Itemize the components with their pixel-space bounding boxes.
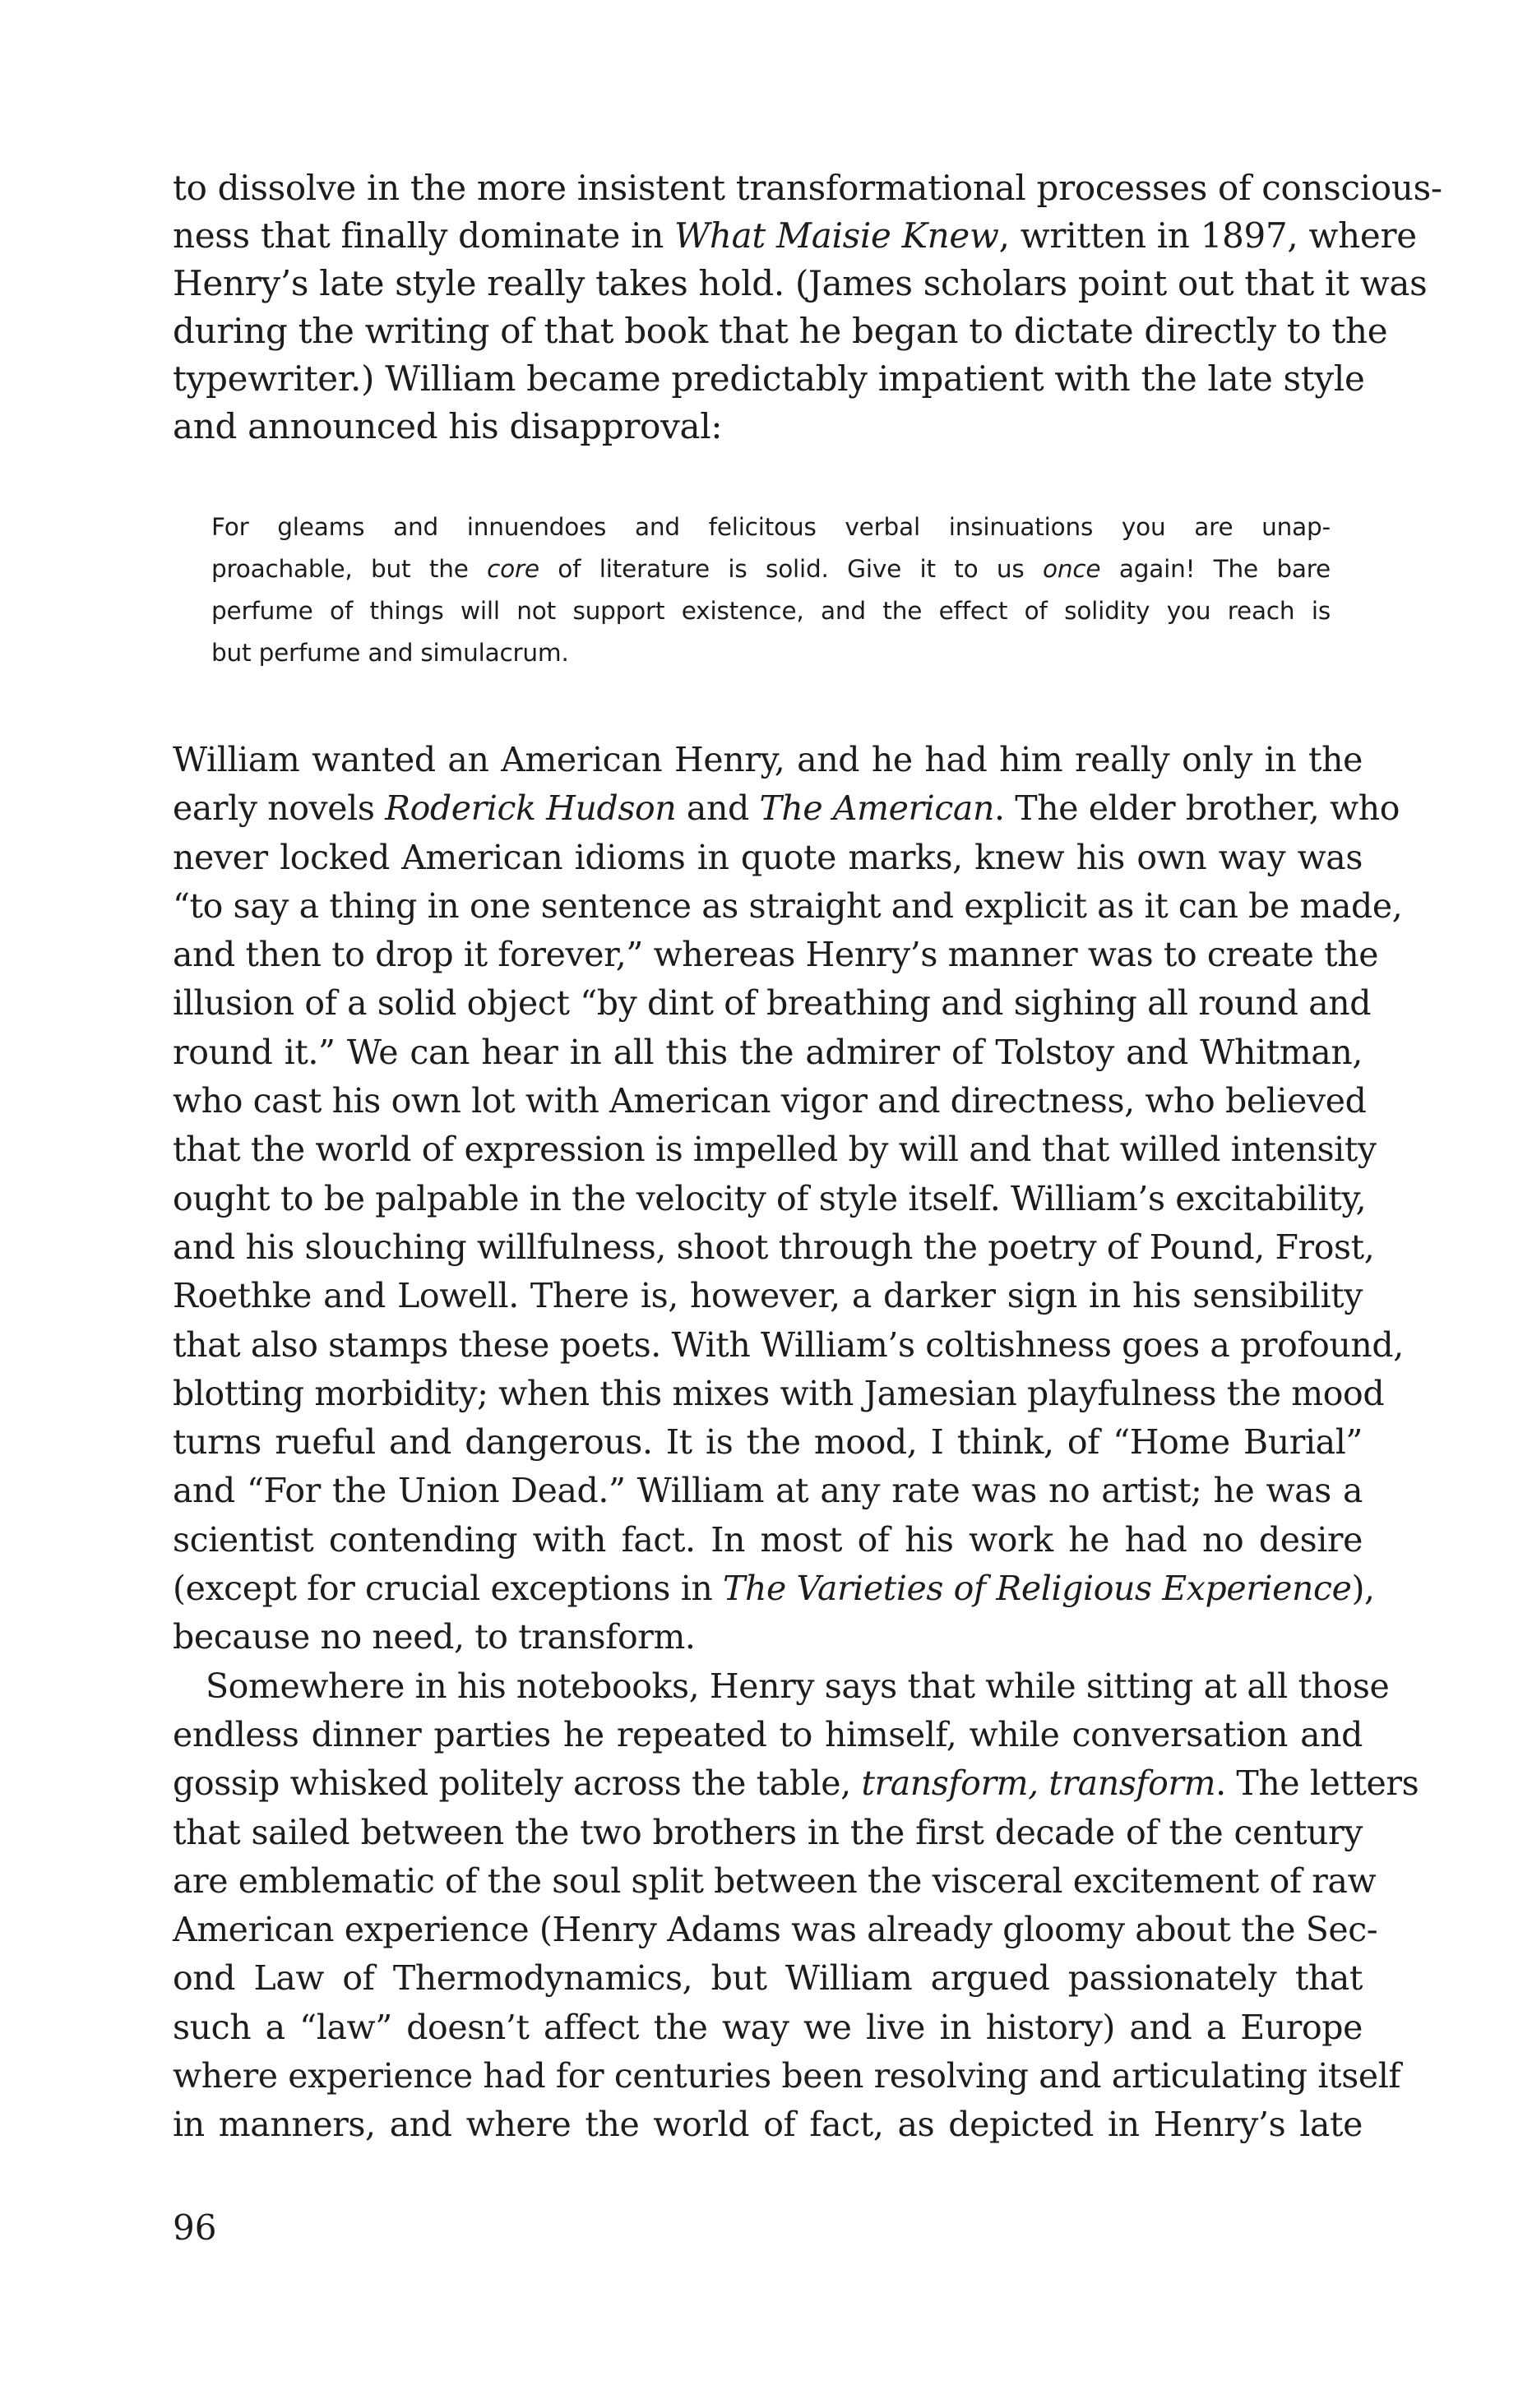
text-line: gossip whisked politely across the table, transform, transform. The letters [173,1763,1419,1804]
text-line: and then to drop it forever,” whereas Henry’s manner was to create the [173,935,1379,975]
text-line: in manners, and where the world of fact, as depicted in Henry’s late [173,2105,1363,2145]
text-line: that also stamps these poets. With William’s coltishness goes a profound, [173,1324,1404,1365]
text-line: that sailed between the two brothers in the first decade of the century [173,1812,1363,1852]
text-line: (except for crucial exceptions in The Varieties of Religious Experience), [173,1569,1375,1609]
text-line: never locked American idioms in quote marks, knew his own way was [173,837,1363,877]
text-line: that the world of expression is impelled by will and that willed intensity [173,1130,1377,1170]
quote-line: For gleams and innuendoes and felicitous verbal insinuations you are unap- [211,513,1331,541]
text-line: are emblematic of the soul split between the visceral excitement of raw [173,1860,1377,1901]
page-number: 96 [173,2207,217,2248]
text-line: Somewhere in his notebooks, Henry says that while sitting at all those [206,1666,1390,1706]
text-line: and his slouching willfulness, shoot through the poetry of Pound, Frost, [173,1227,1375,1267]
page-body [173,164,1442,2150]
text-line: ness that finally dominate in What Maisie Knew, written in 1897, where [173,215,1417,256]
paragraph-william [173,736,1404,1662]
text-line: Henry’s late style really takes hold. (James scholars point out that it was [173,263,1428,303]
text-line: endless dinner parties he repeated to himself, while conversation and [173,1714,1363,1754]
block-quote [211,506,1331,674]
text-line: “to say a thing in one sentence as straight and explicit as it can be made, [173,885,1403,926]
text-line: because no need, to transform. [173,1617,696,1657]
text-line: ought to be palpable in the velocity of style itself. William’s excitability, [173,1178,1367,1218]
text-line: to dissolve in the more insistent transformational processes of conscious- [173,168,1442,208]
text-line: Roethke and Lowell. There is, however, a darker sign in his sensibility [173,1276,1363,1316]
paragraph-opening [173,164,1442,451]
text-line: scientist contending with fact. In most of his work he had no desire [173,1519,1363,1560]
quote-line: but perfume and simulacrum. [211,639,569,667]
text-line: ond Law of Thermodynamics, but William argued passionately that [173,1958,1363,1999]
text-line: during the writing of that book that he began to dictate directly to the [173,311,1388,351]
text-line: where experience had for centuries been resolving and articulating itself [173,2056,1401,2096]
text-line: turns rueful and dangerous. It is the mood, I think, of “Home Burial” [173,1422,1363,1463]
text-line: typewriter.) William became predictably impatient with the late style [173,358,1365,399]
quote-line: perfume of things will not support existence, and the effect of solidity you reach is [211,597,1331,625]
paragraph-henry [173,1662,1419,2150]
text-line: blotting morbidity; when this mixes with Jamesian playfulness the mood [173,1373,1385,1413]
text-line: American experience (Henry Adams was already gloomy about the Sec- [173,1910,1378,1950]
text-line: who cast his own lot with American vigor and directness, who believed [173,1081,1367,1121]
quote-line: proachable, but the core of literature is solid. Give it to us once again! The bare [211,555,1331,583]
text-line: and “For the Union Dead.” William at any rate was no artist; he was a [173,1471,1363,1511]
text-line: such a “law” doesn’t affect the way we live in history) and a Europe [173,2007,1363,2047]
text-line: early novels Roderick Hudson and The American. The elder brother, who [173,788,1400,829]
text-line: and announced his disapproval: [173,406,723,446]
text-line: William wanted an American Henry, and he had him really only in the [173,740,1363,779]
text-line: round it.” We can hear in all this the admirer of Tolstoy and Whitman, [173,1032,1363,1072]
text-line: illusion of a solid object “by dint of breathing and sighing all round and [173,983,1372,1024]
